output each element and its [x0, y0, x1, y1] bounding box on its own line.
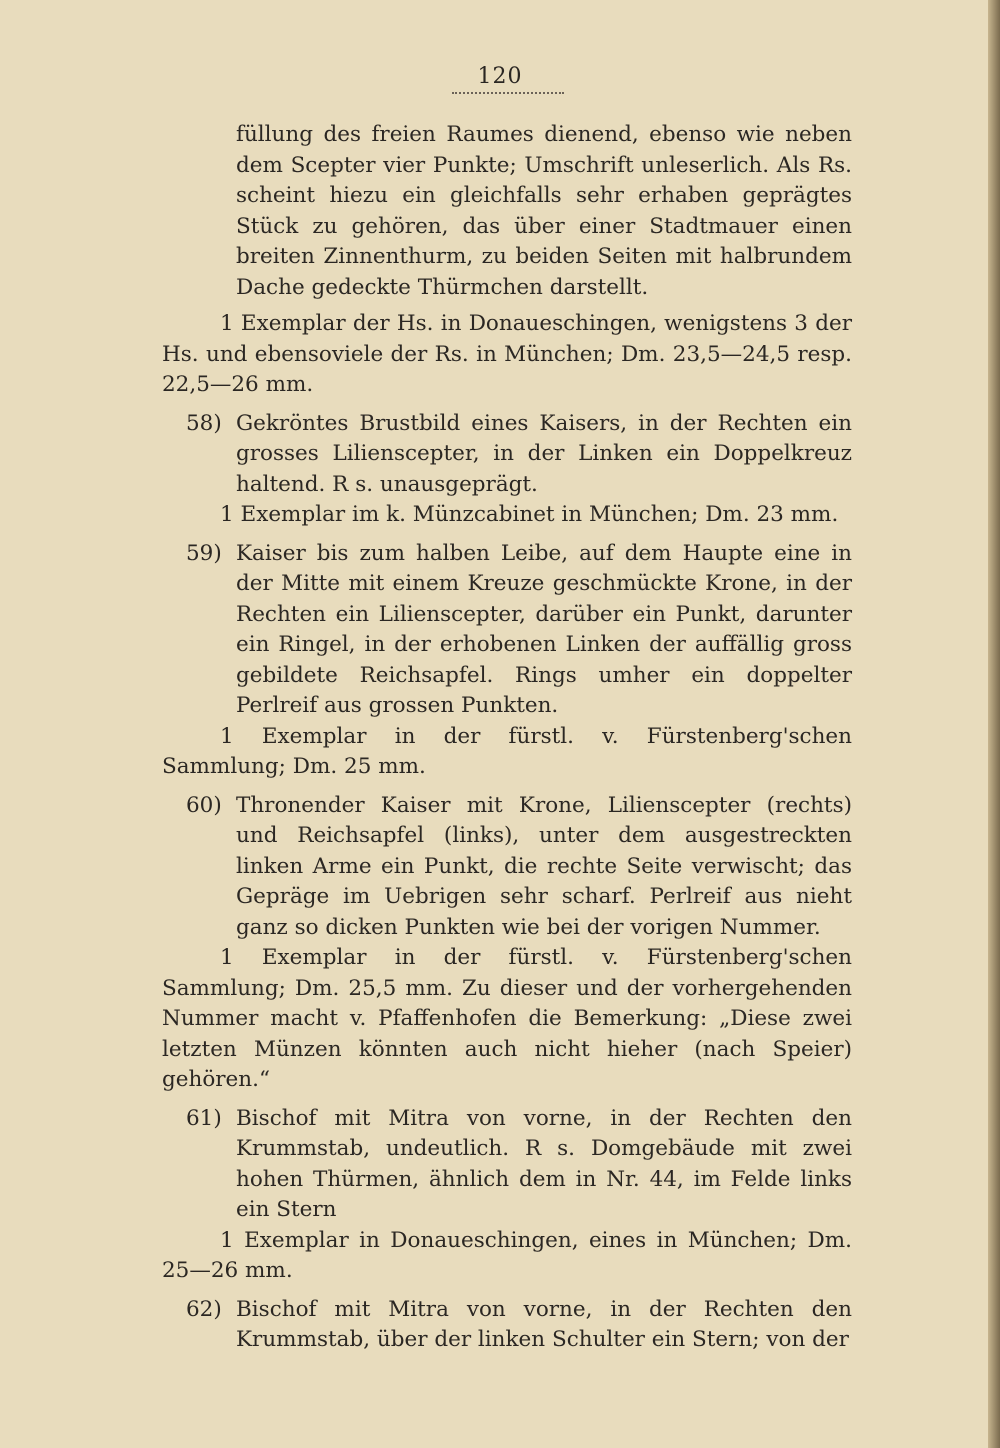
entry-note: 1 Exemplar in der fürstl. v. Fürstenberg'schen Sammlung; Dm. 25,5 mm. Zu dieser und der vorhergehenden Nummer macht v. Pfaffenhofen die Bemerkung: „Diese zwei letzten Münzen könnten auch nicht hieher (nach Speier) gehören.“ — [162, 945, 852, 1092]
intro-note: 1 Exemplar der Hs. in Donaueschingen, wenigstens 3 der Hs. und ebensoviele der Rs. in München; Dm. 23,5—24,5 resp. 22,5—26 mm. — [162, 311, 852, 397]
entry-61 — [162, 1104, 852, 1226]
entry-58 — [162, 409, 852, 501]
continuation-block — [162, 120, 852, 303]
page-number-rule — [452, 92, 564, 94]
entry-number: 60) — [186, 792, 222, 818]
page-edge — [988, 0, 1000, 1448]
entry-60 — [162, 791, 852, 944]
entry-description: Bischof mit Mitra von vorne, in der Rechten den Krummstab, über der linken Schulter ein Stern; von der — [236, 1296, 852, 1352]
page-number: 120 — [477, 64, 523, 89]
entry-description: Gekröntes Brustbild eines Kaisers, in der Rechten ein grosses Lilienscepter, in der Linken ein Doppelkreuz haltend. R s. unausgeprägt. — [236, 410, 852, 497]
entry-description: Thronender Kaiser mit Krone, Lilienscepter (rechts) und Reichsapfel (links), unter dem ausgestreckten linken Arme ein Punkt, die rechte Seite verwischt; das Gepräge im Uebrigen sehr scharf. Perlreif aus nieht ganz so dicken Punkten wie bei der vorigen Nummer. — [236, 792, 852, 940]
entry-number: 59) — [186, 540, 222, 566]
entry-description: Kaiser bis zum halben Leibe, auf dem Haupte eine in der Mitte mit einem Kreuze geschmückte Krone, in der Rechten ein Lilienscepter, darüber ein Punkt, darunter ein Ringel, in der erhobenen Linken der auffällig gross gebildete Reichsapfel. Rings umher ein doppelter Perlreif aus grossen Punkten. — [236, 540, 852, 718]
entry-62 — [162, 1295, 852, 1356]
continuation-paragraph: füllung des freien Raumes dienend, ebenso wie neben dem Scepter vier Punkte; Umschrift unleserlich. Als Rs. scheint hiezu ein gleichfalls sehr erhaben geprägtes Stück zu gehören, das über einer Stadtmauer einen breiten Zinnenthurm, zu beiden Seiten mit halbrundem Dache gedeckte Thürmchen darstellt. — [236, 122, 852, 300]
entry-description: Bischof mit Mitra von vorne, in der Rechten den Krummstab, undeutlich. R s. Domgebäude mit zwei hohen Thürmen, ähnlich dem in Nr. 44, im Felde links ein Stern — [236, 1105, 852, 1222]
entry-59 — [162, 539, 852, 722]
entry-note: 1 Exemplar im k. Münzcabinet in München; Dm. 23 mm. — [220, 502, 839, 527]
page-text — [162, 120, 852, 1356]
entry-note: 1 Exemplar in der fürstl. v. Fürstenberg'schen Sammlung; Dm. 25 mm. — [162, 723, 852, 779]
entry-number: 58) — [186, 410, 222, 436]
entry-number: 62) — [186, 1296, 222, 1322]
entry-note: 1 Exemplar in Donaueschingen, eines in München; Dm. 25—26 mm. — [162, 1227, 852, 1283]
entry-number: 61) — [186, 1105, 222, 1131]
